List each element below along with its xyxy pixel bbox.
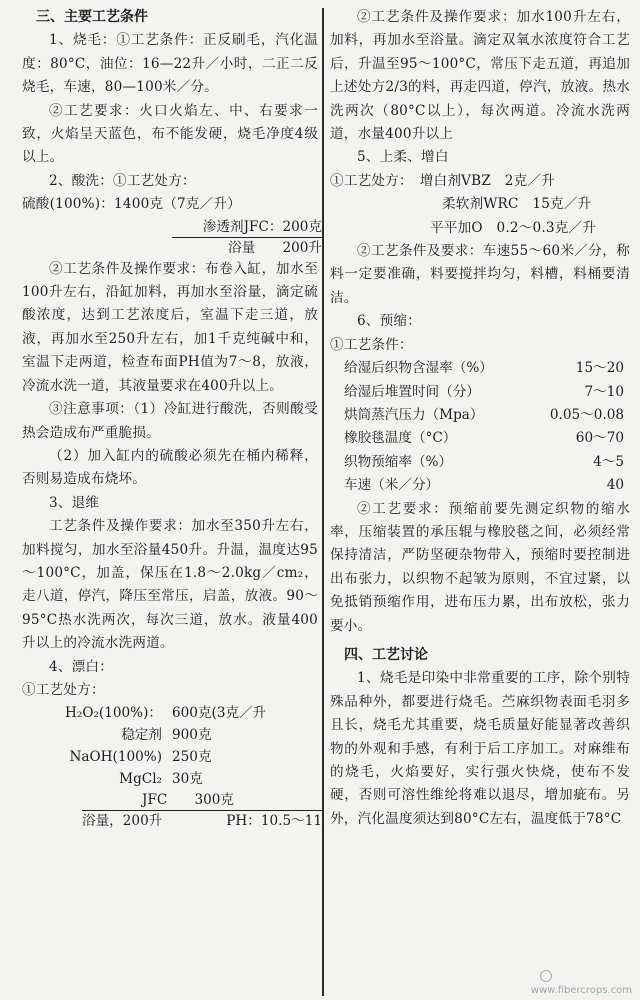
watermark-url: www.fibercrops.com [530,985,632,996]
softening-formula-3: 平平加O 0.2～0.3克／升 [430,219,597,236]
discussion-paragraph: 1、烧毛是印染中非常重要的工序，除个别特殊品种外，都要进行烧毛。苎麻织物表面毛羽多且长，烧毛尤其重要，烧毛质量好能显著改善织物的外观和手感，有利于后工序加工。对麻维布的烧毛，火焰要好，实行强火快烧，使布不发硬，否则可溶性维纶将难以退尽，增加疵布。另外，汽化温度须达到80°C左右，温度低于78°C [330,670,630,827]
parameter-value: 60～70 [575,430,624,447]
parameter-value: 4～5 [593,453,624,470]
bleach-fraction-bottom [82,811,322,831]
bath-volume: 浴量，200升 [82,813,163,830]
right-column [330,6,630,1000]
formula-value: 250克 [172,749,212,766]
column-divider [322,8,324,996]
section-heading-3: 三、主要工艺条件 [36,9,148,25]
softening-formula-1: ①工艺处方： 增白剂VBZ 2克／升 [330,172,556,189]
acid-wash-notes: ③注意事项：（1）冷缸进行酸洗，否则酸受热会造成布严重脆损。 [22,401,318,441]
parameter-name: 给湿后堆置时间（分） [344,383,480,400]
left-column [22,6,322,1000]
formula-name: 稳定剂 [121,727,162,744]
softening-formula-2: 柔软剂WRC 15克／升 [442,196,592,213]
parameter-value: 0.05～0.08 [549,406,624,423]
formula-name: MgCl₂ [119,771,162,788]
parameter-row [330,404,630,427]
parameter-name: 烘筒蒸汽压力（Mpa） [344,406,484,423]
softening-requirements: ②工艺条件及要求：车速55～60米／分，称料一定要准确，料要搅拌均匀，料槽，料桶要清洁。 [330,243,630,306]
preshrink-requirements: ②工艺要求：预缩前要先测定织物的缩水率，压缩装置的承压辊与橡胶毯之间，必须经常保持清洁，严防坚硬杂物带入，预缩时要控制进出布张力，以织物不起皱为原则，不宜过紧，以免抵销预缩作用，进布压力累，出布放松，张力要小。 [330,500,630,634]
desizing-heading: 3、退维 [49,494,100,511]
formula-name: NaOH(100%) [69,749,162,766]
parameter-name: 车速（米／分） [344,477,440,494]
formula-line [22,724,318,746]
bleaching-formula-label: ①工艺处方： [22,681,105,698]
bleaching-heading: 4、漂白： [49,658,114,675]
acid-wash-heading: 2、酸洗：①工艺处方： [49,172,196,189]
parameter-row [330,381,630,404]
formula-line [22,768,318,790]
preshrink-parameters [330,357,630,497]
parameter-value: 40 [606,477,624,494]
singeing-requirements: ②工艺要求：火口火焰左、中、右要求一致，火焰呈天蓝色，布不能发硬，烧毛净度4级以上。 [22,102,318,166]
formula-line [22,702,318,724]
bleaching-formula-fraction [82,790,322,831]
softening-heading: 5、上柔、增白 [357,149,449,166]
formula-value: 900克 [172,727,212,744]
watermark-logo-icon [540,970,552,982]
acid-wash-note-2: （2）加入缸内的硫酸必须先在桶内稀释，否则易造成布烧坏。 [22,447,318,488]
preshrink-heading: 6、预缩： [357,313,422,330]
acid-wash-operation: ②工艺条件及操作要求：布卷入缸，加水至100升左右，沿缸加料，再加水至浴量，滴定硫酸浓度，达到工艺浓度后，室温下走三道，放液，再加水至250升左右，加1千克纯碱中和，室温下走两道，检查布面PH值为7～8，放液，冷流水洗一道，其液量要求在400升以上。 [22,260,318,394]
parameter-value: 7～10 [584,383,624,400]
parameter-name: 橡胶毯温度（°C） [344,430,457,447]
parameter-row [330,474,630,497]
acid-fraction-bottom: 浴量 200升 [228,239,322,256]
singeing-conditions: 1、烧毛：①工艺条件：正反刷毛，汽化温度：80°C，油位：16—22升／小时，二正二反烧毛，车速，80—100米／分。 [22,32,318,96]
acid-formula: 硫酸(100%)：1400克（7克／升） [22,196,242,213]
bleach-fraction-top: JFC 300克 [82,790,322,811]
ph-value: PH：10.5～11 [226,813,322,830]
parameter-value: 15～20 [575,360,624,377]
section-heading-4: 四、工艺讨论 [344,646,428,663]
formula-value: 600克(3克／升 [172,705,267,722]
formula-value: 30克 [172,771,203,788]
parameter-row [330,427,630,450]
bleaching-operation: ②工艺条件及操作要求：加水100升左右，加料，再加水至浴量。滴定双氧水浓度符合工艺后，升温至95～100°C，常压下走五道，再追加上述处方2/3的料，再走四道，停汽，放液。热水洗两次（80°C以上），每次两道。冷流水洗两道，水量400升以上 [330,9,630,143]
formula-name: H₂O₂(100%)： [65,705,162,722]
acid-fraction-top: 渗透剂JFC：200克 [172,217,322,238]
parameter-name: 给湿后织物含湿率（%） [344,360,493,377]
parameter-row [330,357,630,380]
parameter-name: 织物预缩率（%） [344,453,453,470]
bleaching-formula [22,702,318,790]
preshrink-conditions-label: ①工艺条件： [330,336,413,353]
desizing-operation: 工艺条件及操作要求：加水至350升左右，加料搅匀，加水至浴量450升。升温，温度达95～100°C，加盖，保压在1.8～2.0kg／cm₂，走八道，停汽，降压至常压，启盖，放液。90～95°C热水洗两次，每次三道，放水。液量400升以上的冷流水洗两道。 [22,518,318,652]
formula-line [22,746,318,768]
parameter-row [330,451,630,474]
acid-formula-fraction [172,217,322,258]
